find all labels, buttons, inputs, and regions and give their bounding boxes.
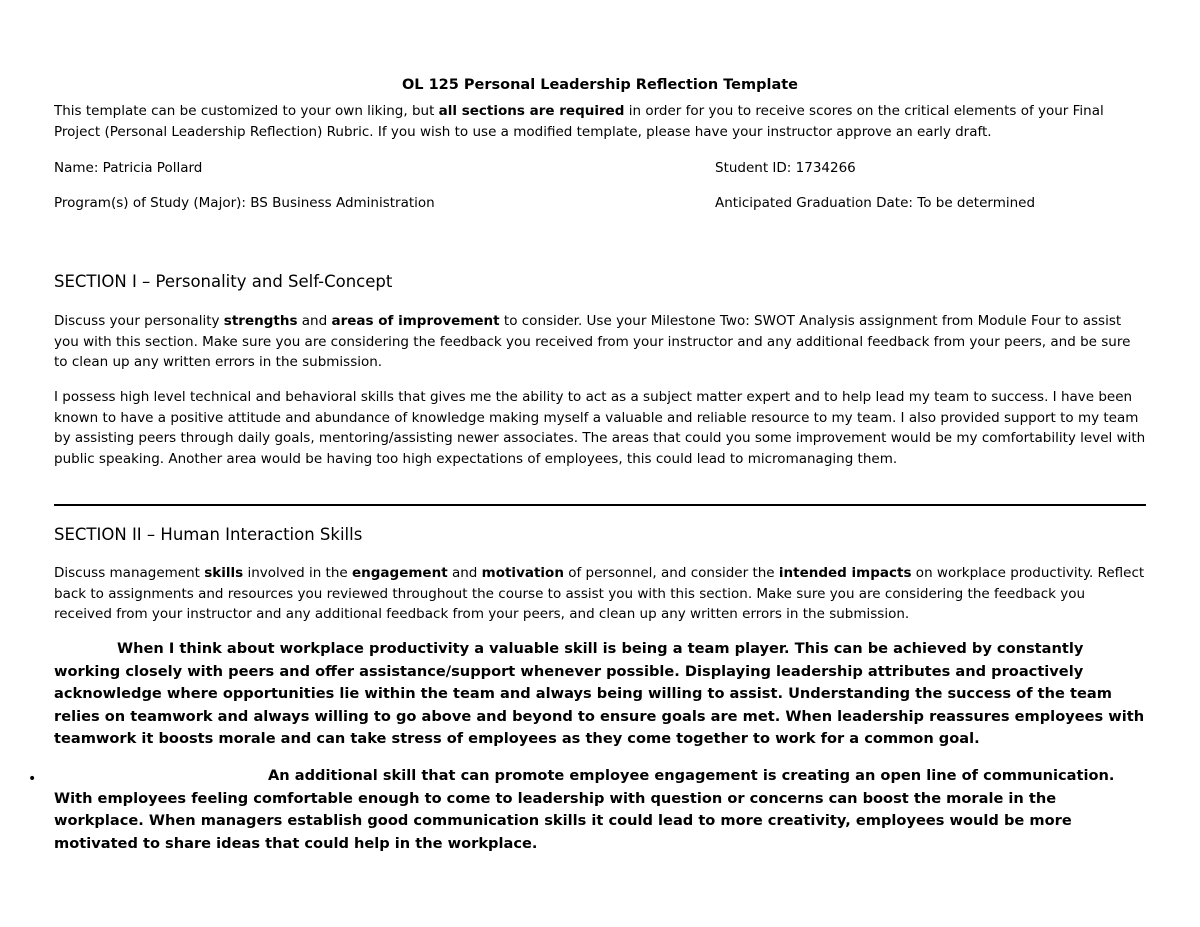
s2-prompt-t5: on workplace productivity. Reflect back to assignments and resources you reviewed throughout the course to assist you with this section. Make sure you are considering the feedback you received from your instructor and any additional feedback from your peers, and clean up any written errors in the submission. bbox=[54, 565, 1145, 622]
s1-prompt-t3: to consider. Use your Milestone Two: SWOT Analysis assignment from Module Four to assist you with this section. Make sure you are considering the feedback you received from your instructor and any additional feedback from your peers, and be sure to clean up any written errors in the submission. bbox=[54, 313, 1131, 370]
s2-prompt-t3: and bbox=[447, 565, 482, 581]
program-of-study: Program(s) of Study (Major): BS Business Administration bbox=[54, 195, 435, 211]
intro-text-2: in order for you to receive scores on the critical elements of your Final Project (Personal Leadership Reflection) Rubric. If you wish to use a modified template, please have your instructor approve an early draft. bbox=[54, 103, 1104, 140]
s1-prompt-t1: Discuss your personality bbox=[54, 313, 224, 329]
section-divider bbox=[54, 504, 1146, 506]
template-intro bbox=[54, 101, 1146, 142]
student-name: Name: Patricia Pollard bbox=[54, 160, 203, 176]
s2-prompt-b1: skills bbox=[204, 565, 244, 581]
document-title: OL 125 Personal Leadership Reflection Template bbox=[401, 77, 799, 93]
s2-prompt-b4: intended impacts bbox=[778, 565, 912, 581]
s2-prompt-t4: of personnel, and consider the bbox=[563, 565, 779, 581]
s1-prompt-t2: and bbox=[297, 313, 332, 329]
s2-prompt-b3: motivation bbox=[481, 565, 564, 581]
student-id: Student ID: 1734266 bbox=[715, 160, 856, 176]
bullet-icon: • bbox=[28, 771, 37, 787]
intro-bold: all sections are required bbox=[438, 103, 625, 119]
section2-heading: SECTION II – Human Interaction Skills bbox=[54, 525, 363, 544]
s1-prompt-b1: strengths bbox=[223, 313, 298, 329]
section2-prompt bbox=[54, 563, 1146, 625]
section2-response-1: When I think about workplace productivity a valuable skill is being a team player. This can be achieved by constantly working closely with peers and offer assistance/support whenever possible. Displaying leadership attributes and proactively acknowledge where opportunities lie within the team and always being willing to assist. Understanding the success of the team relies on teamwork and always willing to go above and beyond to ensure goals are met. When leadership reassures employees with teamwork it boosts morale and can take stress of employees as they come together to work for a common goal. bbox=[54, 640, 1145, 747]
s1-prompt-b2: areas of improvement bbox=[331, 313, 500, 329]
section1-prompt bbox=[54, 311, 1146, 373]
graduation-date: Anticipated Graduation Date: To be determined bbox=[715, 195, 1036, 211]
section1-response: I possess high level technical and behavioral skills that gives me the ability to act as a subject matter expert and to help lead my team to success. I have been known to have a positive attitude and abundance of knowledge making myself a valuable and reliable resource to my team. I also provided support to my team by assisting peers through daily goals, mentoring/assisting newer associates. The areas that could you some improvement would be my comfortability level with public speaking. Another area would be having too high expectations of employees, this could lead to micromanaging them. bbox=[54, 389, 1146, 467]
section1-heading: SECTION I – Personality and Self-Concept bbox=[54, 272, 393, 291]
section2-response-2: An additional skill that can promote employee engagement is creating an open line of communication. With employees feeling comfortable enough to come to leadership with question or concerns can boost the morale in the workplace. When managers establish good communication skills it could lead to more creativity, employees would be more motivated to share ideas that could help in the workplace. bbox=[54, 767, 1115, 852]
s2-prompt-t1: Discuss management bbox=[54, 565, 205, 581]
intro-text-1: This template can be customized to your own liking, but bbox=[54, 103, 439, 119]
s2-prompt-t2: involved in the bbox=[243, 565, 352, 581]
s2-prompt-b2: engagement bbox=[352, 565, 448, 581]
